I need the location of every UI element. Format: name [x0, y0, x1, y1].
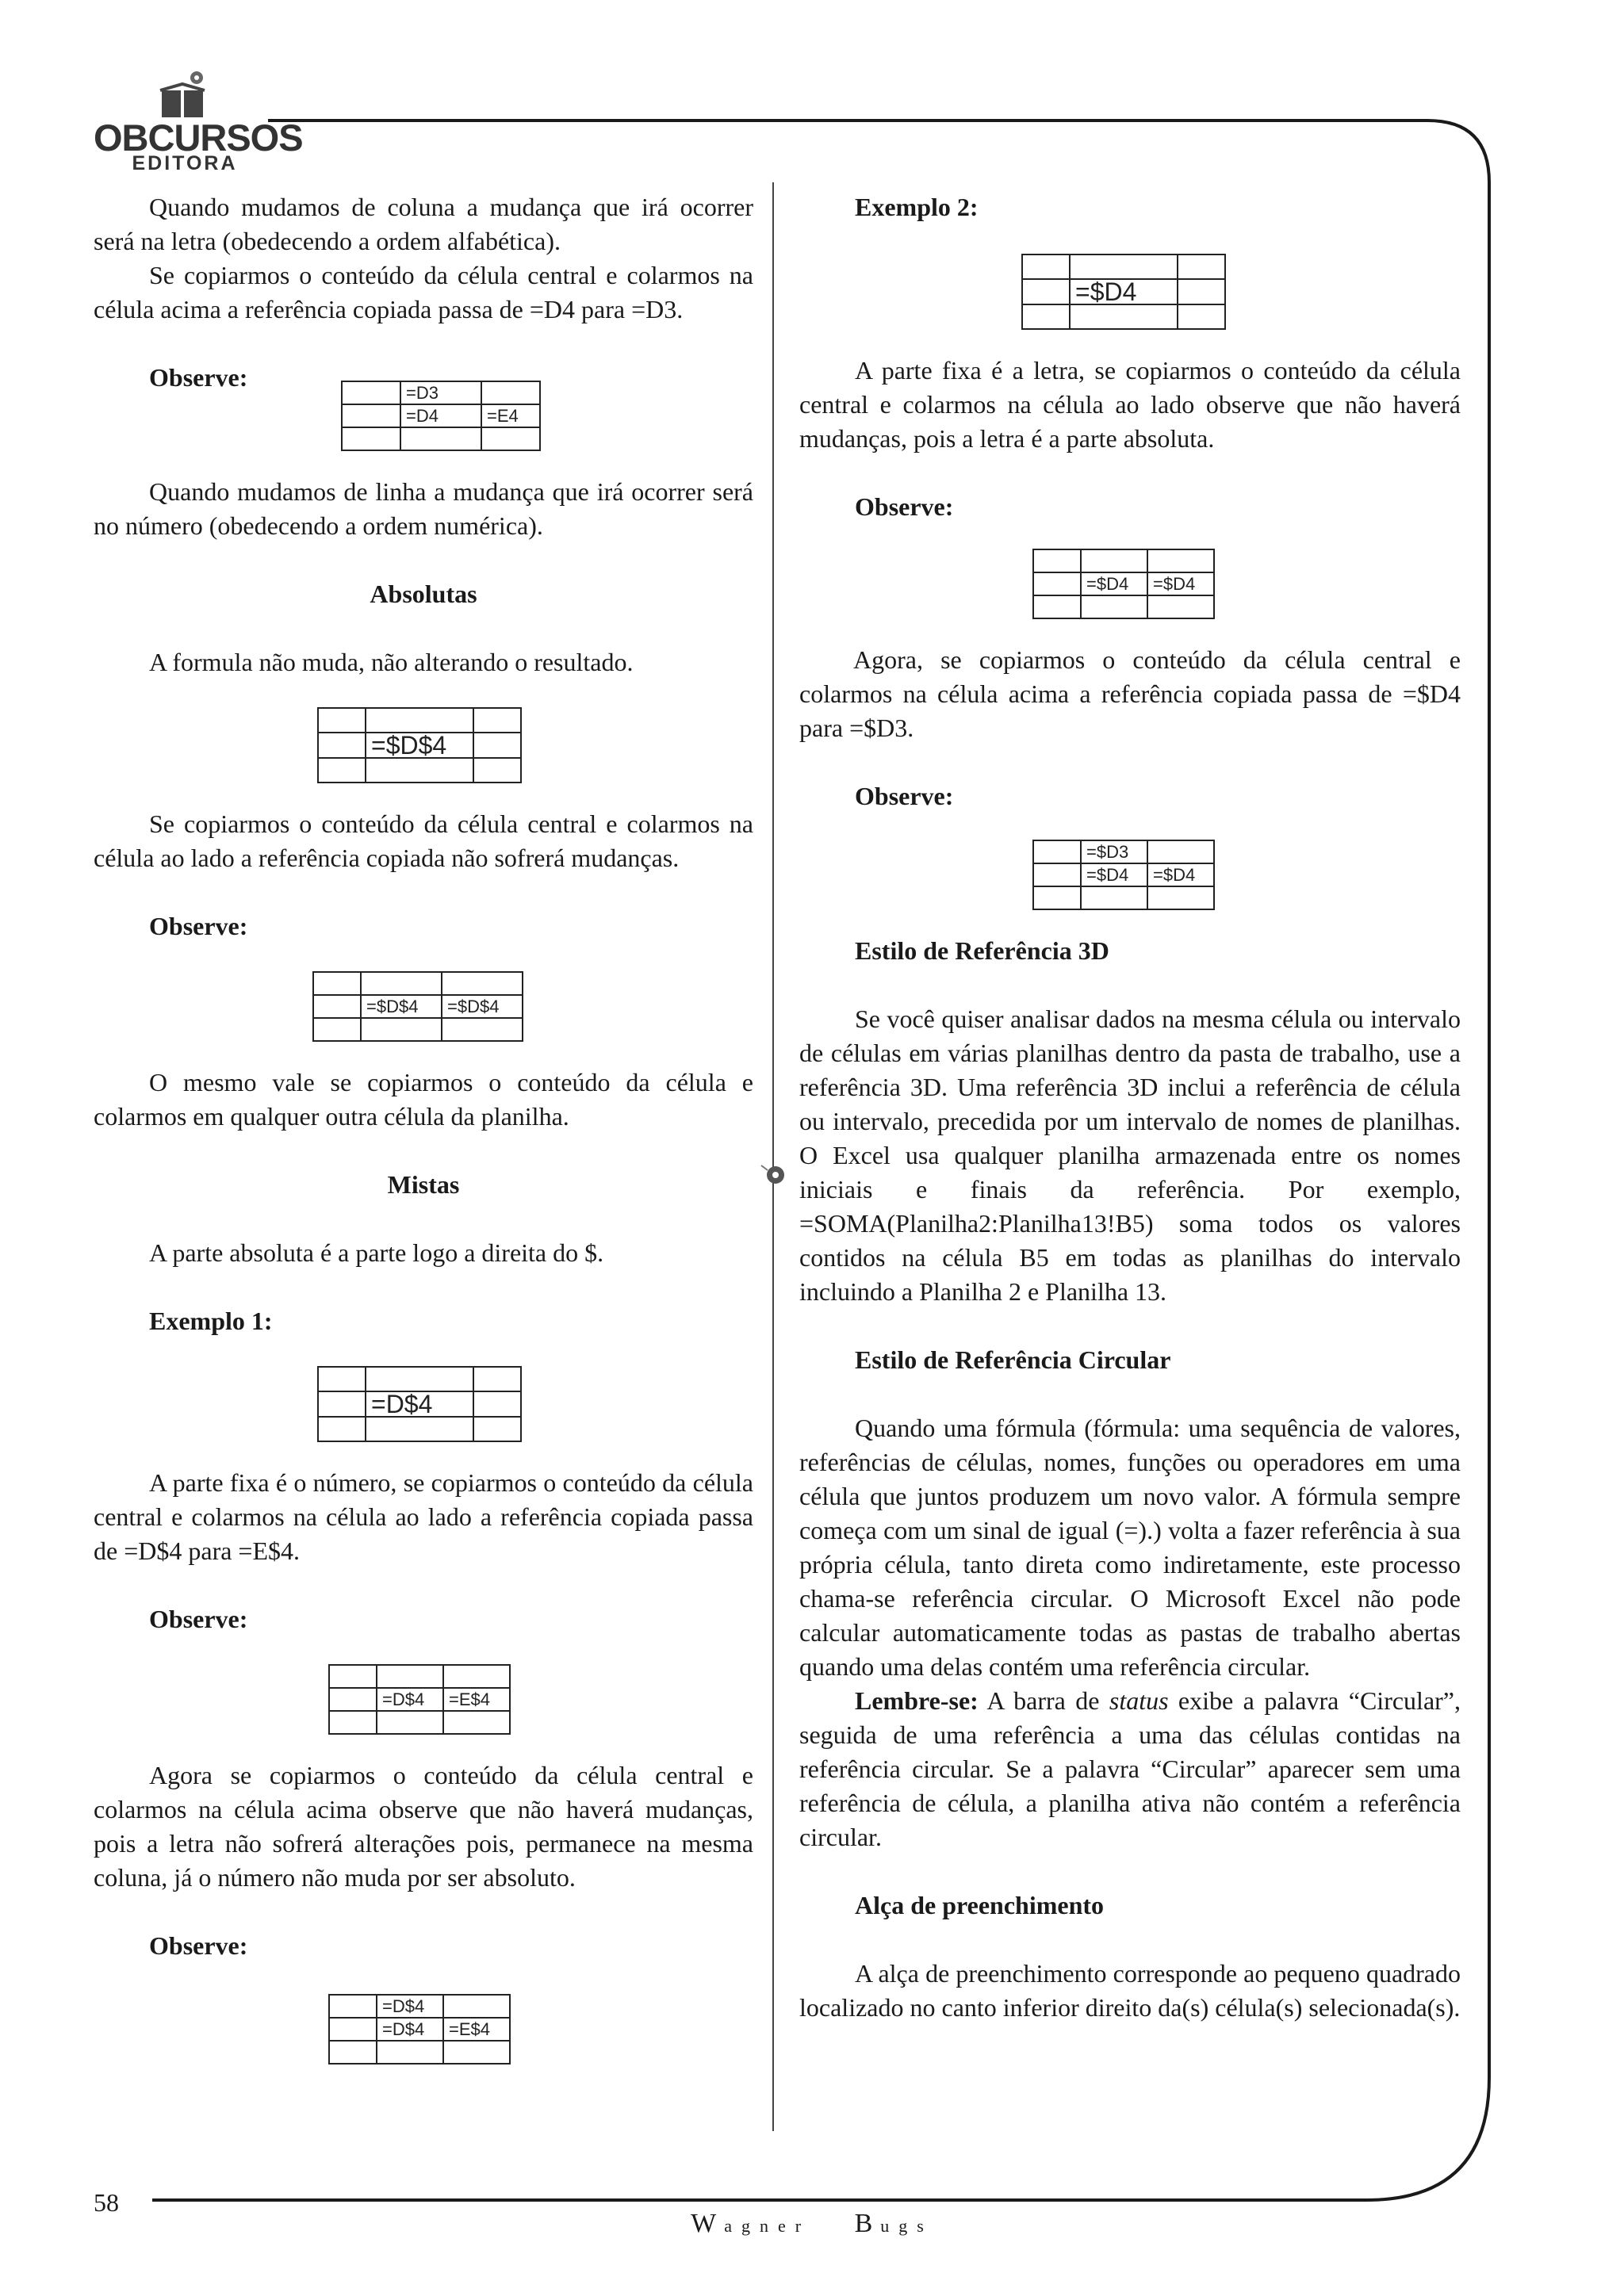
cell: =$D$4 — [361, 995, 442, 1018]
cell: =$D$4 — [366, 733, 473, 758]
author-initial: W — [691, 2209, 725, 2238]
cell: =D$4 — [377, 1995, 443, 2018]
spreadsheet-table — [328, 1994, 511, 2064]
observe-heading: Observe: — [149, 912, 248, 940]
italic-term: status — [1109, 1686, 1169, 1715]
example-heading: Exemplo 1: — [149, 1307, 273, 1335]
example-heading: Exemplo 2: — [855, 193, 979, 221]
emphasis: Lembre-se: — [855, 1686, 979, 1715]
cell: =E$4 — [443, 1688, 510, 1711]
section-heading-circular: Estilo de Referência Circular — [855, 1345, 1171, 1374]
paragraph: A parte absoluta é a parte logo a direita do $. — [149, 1238, 604, 1267]
cell: =D$4 — [377, 1688, 443, 1711]
spreadsheet-table — [341, 381, 541, 451]
paragraph: Quando uma fórmula (fórmula: uma sequência de valores, referências de células, nomes, funções ou operadores em uma célula que juntos produzem um novo valor. A fórmula sempre começa com um sinal de igual (=).) volta a fazer referência à sua própria célula, tanto direta como indiretamente, este processo chama-se referência circular. O Microsoft Excel não pode calcular automaticamente todas as pastas de trabalho abertas quando uma delas contém uma referência circular. — [799, 1414, 1461, 1681]
spreadsheet-table — [1032, 549, 1215, 619]
observe-heading: Observe: — [149, 1931, 248, 1960]
paragraph: A formula não muda, não alterando o resultado. — [149, 648, 634, 676]
observe-heading: Observe: — [149, 363, 248, 392]
observe-heading: Observe: — [855, 492, 954, 521]
paragraph — [799, 1684, 1461, 1854]
observe-heading: Observe: — [149, 1605, 248, 1633]
left-column — [94, 190, 753, 2064]
cell: =D$4 — [366, 1391, 473, 1417]
cell: =$D4 — [1147, 863, 1214, 886]
paragraph: Se copiarmos o conteúdo da célula central e colarmos na célula ao lado a referência copiada não sofrerá mudanças. — [94, 809, 753, 872]
author-text: agner — [724, 2216, 811, 2236]
paragraph: A parte fixa é o número, se copiarmos o conteúdo da célula central e colarmos na célula ao lado a referência copiada passa de =D$4 para =E$4. — [94, 1468, 753, 1565]
paragraph: A parte fixa é a letra, se copiarmos o conteúdo da célula central e colarmos na célula ao lado observe que não haverá mudanças, pois a letra é a parte absoluta. — [799, 356, 1461, 453]
paragraph: Quando mudamos de linha a mudança que irá ocorrer será no número (obedecendo a ordem numérica). — [94, 477, 753, 540]
cell: =E4 — [481, 404, 540, 427]
cell: =E$4 — [443, 2018, 510, 2041]
section-heading-mistas: Mistas — [387, 1170, 460, 1199]
cell: =$D4 — [1147, 572, 1214, 595]
paragraph: Se copiarmos o conteúdo da célula central e colarmos na célula acima a referência copiada passa de =D4 para =D3. — [94, 261, 753, 323]
text-run: A barra de — [978, 1686, 1109, 1715]
cell: =D4 — [400, 404, 481, 427]
section-heading-absolutas: Absolutas — [370, 580, 477, 608]
section-heading-3d: Estilo de Referência 3D — [855, 936, 1109, 965]
text-run: exibe a palavra “Circular”, seguida de uma referência a uma das células contidas na referência circular. Se a palavra “Circular” aparecer sem uma referência de célula, a planilha ativa não contém a referência circular. — [799, 1686, 1461, 1851]
spreadsheet-table — [317, 1366, 522, 1442]
author-name — [0, 2209, 1624, 2239]
cell: =$D4 — [1070, 279, 1178, 304]
cell: =D$4 — [377, 2018, 443, 2041]
page-number: 58 — [94, 2188, 119, 2217]
paragraph: A alça de preenchimento corresponde ao pequeno quadrado localizado no canto inferior direito da(s) célula(s) selecionada(s). — [799, 1959, 1461, 2022]
paragraph: Agora, se copiarmos o conteúdo da célula central e colarmos na célula acima a referência copiada passa de =$D4 para =$D3. — [799, 645, 1461, 742]
spreadsheet-table — [1021, 254, 1226, 330]
right-column — [799, 190, 1461, 2025]
spreadsheet-table — [1032, 840, 1215, 910]
paragraph: Se você quiser analisar dados na mesma célula ou intervalo de células em várias planilhas dentro da pasta de trabalho, use a referência 3D. Uma referência 3D inclui a referência de célula ou intervalo, precedida por um intervalo de nomes de planilhas. O Excel usa qualquer planilha armazenada entre os nomes iniciais e finais da referência. Por exemplo, =SOMA(Planilha2:Planilha13!B5) soma todos os valores contidos na célula B5 em todas as planilhas do intervalo incluindo a Planilha 2 e Planilha 13. — [799, 1004, 1461, 1306]
logo-subtitle: EDITORA — [132, 152, 238, 174]
spreadsheet-table — [312, 971, 523, 1042]
section-heading-alca: Alça de preenchimento — [855, 1891, 1105, 1919]
spreadsheet-table — [328, 1664, 511, 1735]
cell: =$D4 — [1081, 863, 1147, 886]
logo-name: OBCURSOS — [94, 117, 303, 159]
cell: =D3 — [400, 381, 481, 404]
registration-mark-icon — [760, 1161, 787, 1188]
spreadsheet-table — [317, 707, 522, 783]
column-divider — [772, 182, 774, 2131]
cell: =$D4 — [1081, 572, 1147, 595]
observe-heading: Observe: — [855, 782, 954, 810]
author-initial: B — [854, 2209, 881, 2238]
cell: =$D3 — [1081, 840, 1147, 863]
paragraph: Quando mudamos de coluna a mudança que irá ocorrer será na letra (obedecendo a ordem alfabética). — [94, 193, 753, 255]
author-text: ugs — [880, 2216, 933, 2236]
paragraph: O mesmo vale se copiarmos o conteúdo da célula e colarmos em qualquer outra célula da planilha. — [94, 1068, 753, 1131]
paragraph: Agora se copiarmos o conteúdo da célula central e colarmos na célula acima observe que não haverá mudanças, pois a letra não sofrerá alterações pois, permanece na mesma coluna, já o número não muda por ser absoluto. — [94, 1761, 753, 1892]
cell: =$D$4 — [442, 995, 523, 1018]
